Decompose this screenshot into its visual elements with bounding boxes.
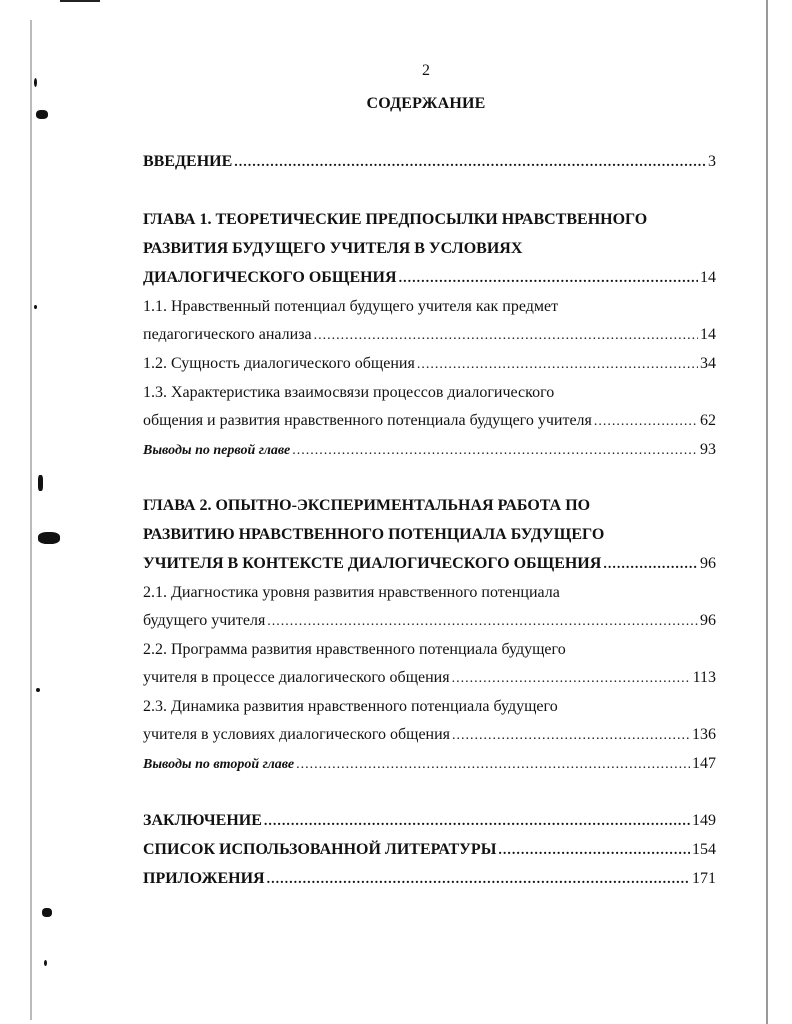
section-2-1-line1: 2.1. Диагностика уровня развития нравственного потенциала (143, 584, 560, 601)
toc-entry-label: Выводы по первой главе (143, 443, 291, 458)
toc-page-number: 93 (700, 441, 716, 458)
toc-page-number: 34 (700, 355, 716, 372)
section-1-3-line1: 1.3. Характеристика взаимосвязи процессов диалогического (143, 384, 555, 401)
toc-entry-section-2-2[interactable] (143, 669, 716, 691)
toc-entry-chapter1[interactable] (143, 269, 716, 291)
dot-leader (603, 555, 698, 571)
toc-page-number: 3 (708, 153, 716, 170)
toc-entry-label: УЧИТЕЛЯ В КОНТЕКСТЕ ДИАЛОГИЧЕСКОГО ОБЩЕНИЯ (143, 555, 602, 572)
scan-speck (38, 475, 43, 491)
scan-border-right (766, 0, 768, 1024)
toc-entry-label: общения и развития нравственного потенциала будущего учителя (143, 412, 592, 429)
toc-entry-section-2-3[interactable] (143, 726, 716, 748)
toc-entry-intro[interactable] (143, 153, 716, 175)
toc-entry-label: СПИСОК ИСПОЛЬЗОВАННОЙ ЛИТЕРАТУРЫ (143, 841, 497, 858)
toc-page-number: 96 (700, 555, 716, 572)
dot-leader (234, 153, 706, 169)
dot-leader (452, 669, 691, 685)
toc-page-number: 14 (700, 326, 716, 343)
toc-entry-chapter2[interactable] (143, 555, 716, 577)
chapter1-title-line1: ГЛАВА 1. ТЕОРЕТИЧЕСКИЕ ПРЕДПОСЫЛКИ НРАВСТВЕННОГО (143, 211, 648, 228)
toc-entry-label: ПРИЛОЖЕНИЯ (143, 870, 265, 887)
dot-leader (314, 326, 698, 342)
toc-entry-conclusion[interactable] (143, 812, 716, 834)
toc-page-number: 154 (692, 841, 716, 858)
toc-entry-label: педагогического анализа (143, 326, 312, 343)
toc-page-number: 96 (700, 612, 716, 629)
toc-entry-label: учителя в условиях диалогического общения (143, 726, 451, 743)
dot-leader (296, 755, 690, 771)
chapter1-title-line2: РАЗВИТИЯ БУДУЩЕГО УЧИТЕЛЯ В УСЛОВИЯХ (143, 240, 523, 257)
toc-page-number: 113 (692, 669, 716, 686)
toc-page-number: 62 (700, 412, 716, 429)
toc-entry-section-1-3[interactable] (143, 412, 716, 434)
chapter2-title-line1: ГЛАВА 2. ОПЫТНО-ЭКСПЕРИМЕНТАЛЬНАЯ РАБОТА ПО (143, 497, 591, 514)
dot-leader (267, 870, 690, 886)
toc-entry-references[interactable] (143, 841, 716, 863)
page-title: СОДЕРЖАНИЕ (366, 95, 486, 112)
toc-page-number: 171 (692, 870, 716, 887)
toc-entry-label: ЗАКЛЮЧЕНИЕ (143, 812, 262, 829)
scan-border-left (30, 20, 32, 1020)
toc-entry-label: ДИАЛОГИЧЕСКОГО ОБЩЕНИЯ (143, 269, 397, 286)
dot-leader (498, 841, 690, 857)
toc-page-number: 14 (700, 269, 716, 286)
toc-page-number: 147 (692, 755, 716, 772)
toc-entry-section-2-1[interactable] (143, 612, 716, 634)
dot-leader (594, 412, 698, 428)
toc-entry-label: учителя в процессе диалогического общения (143, 669, 450, 686)
toc-entry-chapter2-conclusion[interactable] (143, 755, 716, 777)
dot-leader (267, 612, 698, 628)
toc-page-number: 136 (692, 726, 716, 743)
toc-entry-appendix[interactable] (143, 870, 716, 892)
toc-page-number: 149 (692, 812, 716, 829)
toc-entry-label: будущего учителя (143, 612, 266, 629)
section-2-3-line1: 2.3. Динамика развития нравственного потенциала будущего (143, 698, 558, 715)
chapter2-title-line2: РАЗВИТИЮ НРАВСТВЕННОГО ПОТЕНЦИАЛА БУДУЩЕГО (143, 526, 605, 543)
dot-leader (292, 441, 698, 457)
toc-entry-chapter1-conclusion[interactable] (143, 441, 716, 463)
toc-entry-label: ВВЕДЕНИЕ (143, 153, 233, 170)
scan-speck (34, 305, 37, 309)
dot-leader (417, 355, 698, 371)
dot-leader (452, 726, 690, 742)
dot-leader (264, 812, 690, 828)
section-2-2-line1: 2.2. Программа развития нравственного потенциала будущего (143, 641, 566, 658)
section-1-1-line1: 1.1. Нравственный потенциал будущего учителя как предмет (143, 298, 559, 315)
toc-entry-label: Выводы по второй главе (143, 757, 295, 772)
toc-entry-section-1-1[interactable] (143, 326, 716, 348)
scan-speck (42, 908, 52, 917)
page-number: 2 (422, 62, 430, 79)
scan-speck (38, 532, 60, 544)
toc-entry-section-1-2[interactable] (143, 355, 716, 377)
scan-border-top (60, 0, 100, 2)
scan-speck (44, 960, 47, 966)
scan-speck (36, 688, 40, 692)
toc-entry-label: 1.2. Сущность диалогического общения (143, 355, 415, 372)
dot-leader (399, 269, 698, 285)
